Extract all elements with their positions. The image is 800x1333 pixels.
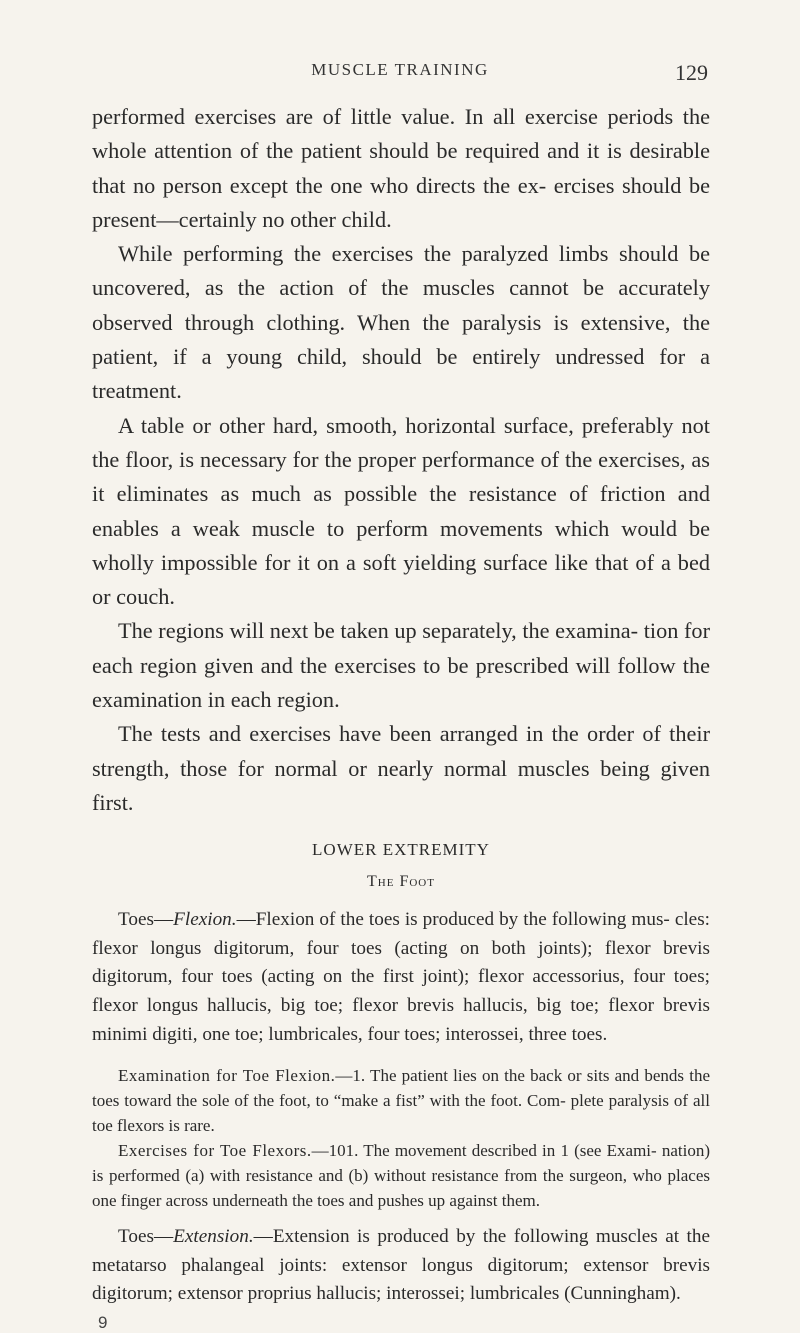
- extension-text: —Extension is produced by the following muscles at the metatarso phalangeal joints: extensor longus digitorum; extensor brevis digitorum; extensor proprius hallucis; interossei; lumbricales (Cunningham).: [92, 1226, 710, 1305]
- paragraph: The tests and exercises have been arranged in the order of their strength, those for normal or nearly normal muscles being given first.: [92, 721, 710, 815]
- section-heading: LOWER EXTREMITY: [312, 840, 490, 860]
- extension-paragraph: [92, 1223, 710, 1309]
- exercises-text: —101. The movement described in 1 (see Exami- nation) is performed (a) with resistance and (b) without resistance from the surgeon, who places one finger across underneath the toes and pushes up against them.: [92, 1141, 710, 1211]
- flexion-text: —Flexion of the toes is produced by the following mus- cles: flexor longus digitorum, four toes (acting on both joints); flexor brevis digitorum, four toes (acting on the first joint); flexor accessorius, four toes; flexor longus hallucis, big toe; flexor brevis hallucis, big toe; flexor brevis minimi digiti, one toe; lumbricales, four toes; interossei, three toes.: [92, 909, 710, 1045]
- paragraph: The regions will next be taken up separately, the examina- tion for each region given and the exercises to be prescribed will follow the examination in each region.: [92, 618, 710, 713]
- paragraph: performed exercises are of little value. In all exercise periods the whole attention of the patient should be required and it is desirable that no person except the one who directs the ex- ercises should be present—certainly no other child.: [92, 104, 710, 232]
- body-text: [92, 100, 710, 1333]
- examination-label: Examination for Toe Flexion.: [118, 1066, 336, 1086]
- flexion-title: Flexion.: [173, 909, 237, 931]
- running-title: MUSCLE TRAINING: [311, 60, 489, 79]
- extension-lead: Toes: [118, 1226, 154, 1248]
- flexion-dash: —: [153, 909, 174, 931]
- flexion-lead: Toes: [118, 909, 154, 931]
- extension-dash: —: [153, 1226, 174, 1248]
- subsection-heading: The Foot: [367, 873, 435, 891]
- exercises-note: [92, 1138, 710, 1213]
- flexion-paragraph: [92, 906, 710, 1049]
- examination-text: —1. The patient lies on the back or sits and bends the toes toward the sole of the foot, to “make a fist” with the foot. Com- plete paralysis of all toe flexors is rare.: [92, 1066, 710, 1136]
- extension-title: Extension.: [173, 1226, 254, 1248]
- paragraph: While performing the exercises the paralyzed limbs should be uncovered, as the action of the muscles cannot be accurately observed through clothing. When the paralysis is extensive, the patient, if a young child, should be entirely undressed for a treatment.: [92, 241, 710, 404]
- page-number: 129: [675, 60, 708, 85]
- examination-note: [92, 1063, 710, 1138]
- exercises-label: Exercises for Toe Flexors.: [118, 1141, 312, 1161]
- paragraph: A table or other hard, smooth, horizontal surface, preferably not the floor, is necessary for the proper performance of the exercises, as it eliminates as much as possible the resistance of friction and enables a weak muscle to perform movements which would be wholly impossible for it on a soft yielding surface like that of a bed or couch.: [92, 412, 710, 610]
- signature-mark: 9: [98, 1312, 108, 1332]
